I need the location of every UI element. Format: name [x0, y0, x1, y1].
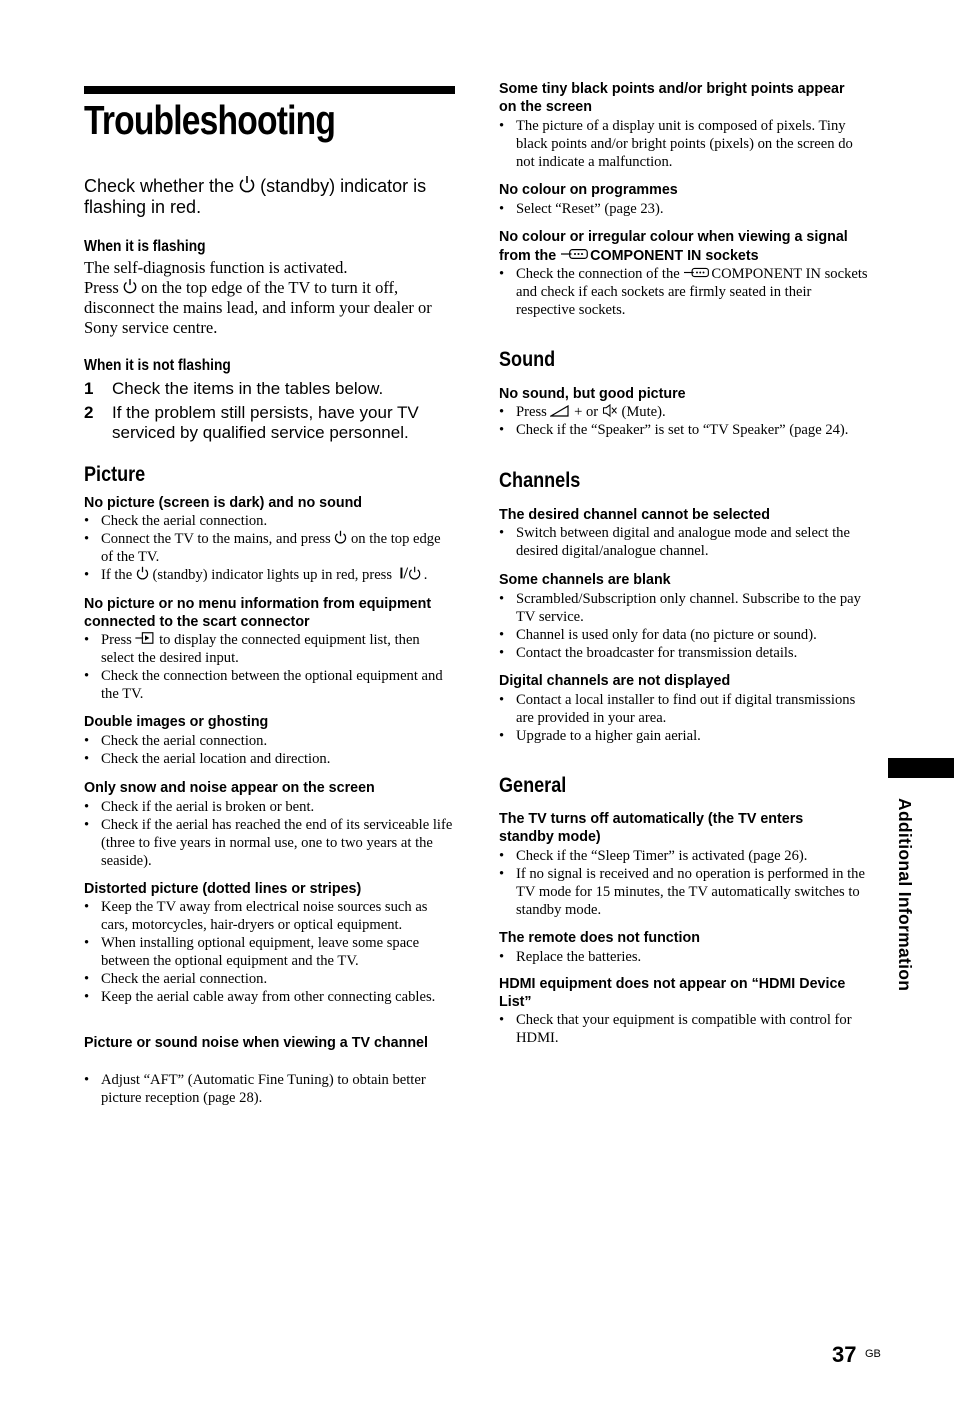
page-number: 37: [832, 1342, 857, 1367]
list-item: • Upgrade to a higher gain aerial.: [499, 727, 871, 745]
issue-heading: No colour or irregular colour when viewing a signal from the COMPONENT IN sockets: [499, 229, 848, 264]
section-heading-picture: Picture: [84, 463, 146, 486]
issue-heading: No sound, but good picture: [499, 386, 686, 402]
issue-list: [84, 1071, 456, 1107]
issue-list: [499, 403, 879, 439]
list-item: • If the (standby) indicator lights up in red, press .: [84, 566, 456, 584]
input-select-icon: [135, 631, 155, 645]
issue-list: [499, 1011, 871, 1047]
power-icon: [136, 566, 149, 580]
list-item: • Check if the “Speaker” is set to “TV Speaker” (page 24).: [499, 421, 879, 439]
issue-heading: Some channels are blank: [499, 572, 671, 588]
list-item: • Check if the “Sleep Timer” is activated (page 26).: [499, 847, 871, 865]
side-tab-marker: [888, 758, 954, 778]
issue-list: [499, 200, 871, 218]
issue-list: [84, 631, 456, 703]
list-item: • Switch between digital and analogue mode and select the desired digital/analogue channel.: [499, 524, 871, 560]
page-suffix: GB: [865, 1348, 881, 1360]
component-input-icon: [683, 266, 711, 279]
issue-list: [84, 898, 456, 1006]
issue-heading: Some tiny black points and/or bright points appear on the screen: [499, 81, 845, 115]
list-item: • Check the connection of the COMPONENT IN sockets and check if each sockets are firmly seated in their respective sockets.: [499, 265, 871, 319]
issue-list: [499, 117, 871, 171]
list-item: • Check if the aerial is broken or bent.: [84, 798, 456, 816]
list-item: • Check that your equipment is compatible with control for HDMI.: [499, 1011, 871, 1047]
list-item: • Check the connection between the optional equipment and the TV.: [84, 667, 456, 703]
side-tab-label: Additional Information: [895, 798, 915, 992]
steps-list: [84, 379, 456, 447]
issue-list: [84, 732, 456, 768]
step-item: 1 Check the items in the tables below.: [84, 379, 384, 398]
list-item: • Keep the TV away from electrical noise sources such as cars, motorcycles, hair-dryers or optical equipment.: [84, 898, 456, 934]
on-standby-icon: [396, 566, 424, 580]
list-item: • Connect the TV to the mains, and press on the top edge of the TV.: [84, 530, 456, 566]
list-item: • The picture of a display unit is composed of pixels. Tiny black points and/or bright points (pixels) on the screen do not indicate a malfunction.: [499, 117, 871, 171]
list-item: • Check the aerial connection.: [84, 970, 456, 988]
title-rule: [84, 86, 455, 94]
list-item: • Adjust “AFT” (Automatic Fine Tuning) to obtain better picture reception (page 28).: [84, 1071, 456, 1107]
issue-heading: The TV turns off automatically (the TV enters standby mode): [499, 811, 804, 845]
flashing-body: The self-diagnosis function is activated. Press on the top edge of the TV to turn it off, disconnect the mains lead, and inform your dealer or Sony service centre.: [84, 258, 432, 337]
issue-list: [499, 265, 871, 319]
intro-text: Check whether the (standby) indicator is flashing in red.: [84, 176, 427, 217]
list-item: • Replace the batteries.: [499, 948, 871, 966]
list-item: • Contact a local installer to find out if digital transmissions are provided in your area.: [499, 691, 871, 727]
step-item: 2 If the problem still persists, have your TV serviced by qualified service personnel.: [84, 402, 419, 442]
mute-icon: [602, 404, 618, 417]
list-item: • Check if the aerial has reached the end of its serviceable life (three to five years in normal use, one to two years at the seaside).: [84, 816, 456, 870]
issue-heading: No picture (screen is dark) and no sound: [84, 495, 363, 511]
power-icon: [334, 530, 347, 544]
issue-list: [84, 512, 456, 584]
volume-icon: [550, 405, 570, 417]
issue-heading: Digital channels are not displayed: [499, 673, 731, 689]
issue-heading: Picture or sound noise when viewing a TV channel: [84, 1035, 428, 1051]
page-title: Troubleshooting: [84, 97, 336, 143]
issue-list: [499, 847, 871, 919]
list-item: • Press to display the connected equipment list, then select the desired input.: [84, 631, 456, 667]
flashing-heading: When it is flashing: [84, 238, 206, 255]
issue-heading: The desired channel cannot be selected: [499, 507, 770, 523]
section-heading-sound: Sound: [499, 348, 556, 371]
not-flashing-heading: When it is not flashing: [84, 357, 231, 374]
power-icon: [239, 175, 255, 193]
list-item: • If no signal is received and no operation is performed in the TV mode for 15 minutes, the TV automatically switches to standby mode.: [499, 865, 871, 919]
list-item: • Contact the broadcaster for transmission details.: [499, 644, 871, 662]
list-item: • Press + or (Mute).: [499, 403, 879, 421]
list-item: • Select “Reset” (page 23).: [499, 200, 871, 218]
issue-list: [84, 798, 456, 870]
issue-list: [499, 590, 871, 662]
issue-list: [499, 948, 871, 966]
component-input-icon: [560, 247, 590, 261]
issue-heading: The remote does not function: [499, 930, 700, 946]
list-item: • Check the aerial connection.: [84, 512, 456, 530]
issue-heading: Distorted picture (dotted lines or stripes): [84, 881, 362, 897]
list-item: • Channel is used only for data (no picture or sound).: [499, 626, 871, 644]
section-heading-general: General: [499, 774, 567, 797]
issue-heading: No picture or no menu information from equipment connected to the scart connector: [84, 596, 432, 630]
list-item: • When installing optional equipment, leave some space between the optional equipment and the TV.: [84, 934, 456, 970]
list-item: • Keep the aerial cable away from other connecting cables.: [84, 988, 456, 1006]
issue-list: [499, 691, 871, 745]
issue-heading: No colour on programmes: [499, 182, 678, 198]
section-heading-channels: Channels: [499, 469, 581, 492]
list-item: • Check the aerial connection.: [84, 732, 456, 750]
list-item: • Check the aerial location and direction.: [84, 750, 456, 768]
issue-heading: Double images or ghosting: [84, 714, 269, 730]
issue-heading: HDMI equipment does not appear on “HDMI Device List”: [499, 976, 846, 1010]
power-icon: [123, 278, 137, 294]
list-item: • Scrambled/Subscription only channel. Subscribe to the pay TV service.: [499, 590, 871, 626]
issue-heading: Only snow and noise appear on the screen: [84, 780, 375, 796]
issue-list: [499, 524, 871, 560]
